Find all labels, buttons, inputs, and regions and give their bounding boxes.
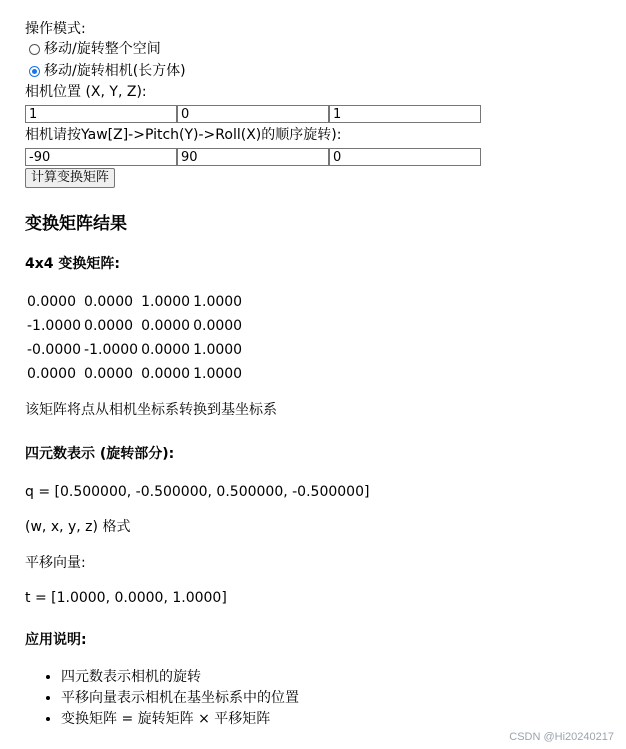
list-item: • 四元数表示相机的旋转: [61, 667, 299, 688]
mode-option-camera[interactable]: [29, 62, 186, 80]
radio-unchecked-icon[interactable]: [29, 44, 40, 55]
usage-list: [25, 667, 299, 730]
position-z-input[interactable]: [329, 105, 481, 123]
matrix-heading: 4x4 变换矩阵:: [25, 256, 120, 272]
position-label: 相机位置 (X, Y, Z):: [25, 84, 147, 100]
rotation-pitch-input[interactable]: [177, 148, 329, 166]
matrix-cell: 0.0000: [84, 294, 134, 310]
matrix-cell: -0.0000: [27, 342, 82, 358]
rotation-label: 相机请按Yaw[Z]->Pitch(Y)->Roll(X)的顺序旋转):: [25, 127, 342, 143]
matrix-cell: 0.0000: [27, 366, 76, 382]
radio-checked-icon[interactable]: [29, 66, 40, 77]
quaternion-value: q = [0.500000, -0.500000, 0.500000, -0.500000]: [25, 484, 370, 500]
matrix-cell: 0.0000: [141, 318, 191, 334]
matrix-cell: 0.0000: [193, 318, 243, 334]
matrix-row: [27, 338, 245, 362]
matrix-cell: 0.0000: [141, 366, 191, 382]
transform-matrix: [27, 290, 245, 386]
translation-value: t = [1.0000, 0.0000, 1.0000]: [25, 590, 227, 606]
matrix-cell: -1.0000: [27, 318, 82, 334]
watermark: CSDN @Hi20240217: [509, 731, 614, 743]
position-inputs: [25, 105, 481, 123]
matrix-row: [27, 290, 245, 314]
position-x-input[interactable]: [25, 105, 177, 123]
rotation-roll-input[interactable]: [329, 148, 481, 166]
position-y-input[interactable]: [177, 105, 329, 123]
list-item: • 平移向量表示相机在基坐标系中的位置: [61, 688, 299, 709]
matrix-row: [27, 362, 245, 386]
rotation-inputs: [25, 148, 481, 166]
rotation-yaw-input[interactable]: [25, 148, 177, 166]
mode-label: 操作模式:: [25, 21, 86, 37]
matrix-row: [27, 314, 245, 338]
matrix-cell: 0.0000: [27, 294, 76, 310]
compute-matrix-button[interactable]: 计算变换矩阵: [25, 168, 115, 188]
matrix-cell: -1.0000: [84, 342, 139, 358]
matrix-cell: 1.0000: [193, 294, 243, 310]
matrix-cell: 0.0000: [84, 366, 134, 382]
quaternion-format: (w, x, y, z) 格式: [25, 519, 131, 535]
matrix-cell: 0.0000: [141, 342, 191, 358]
matrix-cell: 0.0000: [84, 318, 134, 334]
mode-option-camera-label: 移动/旋转相机(长方体): [44, 63, 186, 79]
mode-option-space-label: 移动/旋转整个空间: [44, 41, 161, 57]
matrix-note: 该矩阵将点从相机坐标系转换到基坐标系: [25, 402, 277, 418]
matrix-cell: 1.0000: [193, 366, 243, 382]
mode-option-space[interactable]: [29, 40, 161, 58]
quaternion-heading: 四元数表示 (旋转部分):: [25, 446, 175, 462]
usage-heading: 应用说明:: [25, 632, 87, 648]
matrix-cell: 1.0000: [141, 294, 191, 310]
result-title: 变换矩阵结果: [25, 214, 127, 234]
list-item: • 变换矩阵 = 旋转矩阵 × 平移矩阵: [61, 709, 299, 730]
translation-label: 平移向量:: [25, 555, 86, 571]
matrix-cell: 1.0000: [193, 342, 243, 358]
